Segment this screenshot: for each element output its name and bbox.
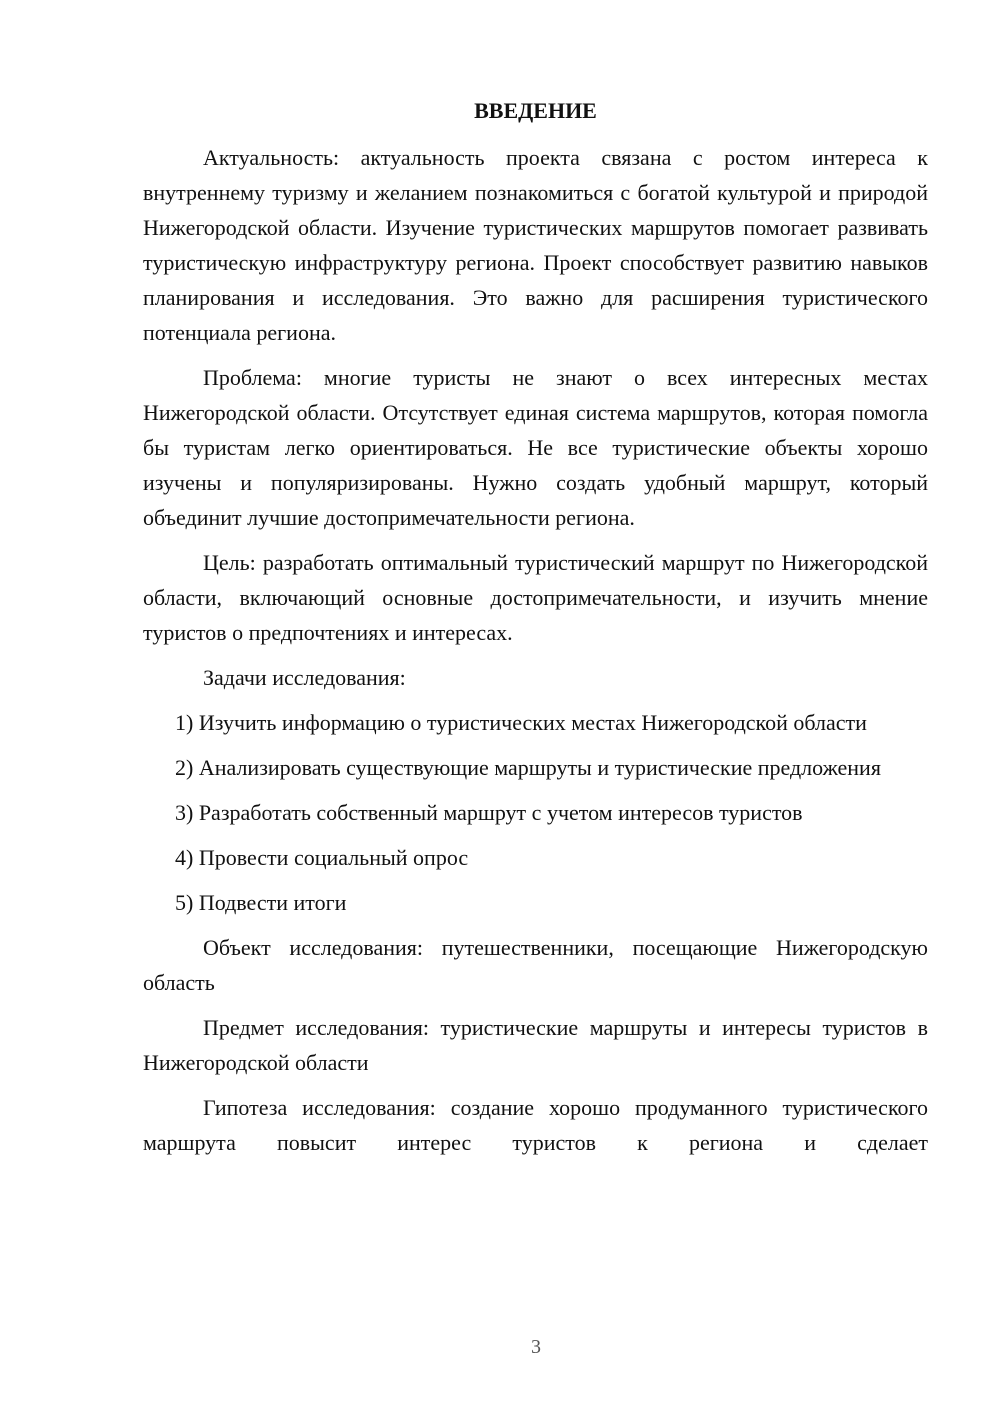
tasks-list bbox=[143, 705, 928, 920]
tasks-heading: Задачи исследования: bbox=[203, 665, 406, 690]
paragraph-hypothesis: Гипотеза исследования: создание хорошо продуманного туристического маршрута повысит интерес туристов к региона и сделает bbox=[143, 1095, 928, 1155]
task-item-3: 3) Разработать собственный маршрут с учетом интересов туристов bbox=[175, 800, 803, 825]
task-item-1: 1) Изучить информацию о туристических местах Нижегородской области bbox=[175, 710, 867, 735]
paragraph-goal: Цель: разработать оптимальный туристический маршрут по Нижегородской области, включающий основные достопримечательности, и изучить мнение туристов о предпочтениях и интересах. bbox=[143, 550, 928, 645]
task-item-4: 4) Провести социальный опрос bbox=[175, 845, 469, 870]
page-content bbox=[143, 96, 928, 1170]
section-title: ВВЕДЕНИЕ bbox=[474, 98, 597, 123]
task-item-5: 5) Подвести итоги bbox=[175, 890, 347, 915]
page-number: 3 bbox=[531, 1336, 541, 1358]
paragraph-problem: Проблема: многие туристы не знают о всех интересных местах Нижегородской области. Отсутствует единая система маршрутов, которая помогла бы туристам легко ориентироваться. Не все туристические объекты хорошо изучены и популяризированы. Нужно создать удобный маршрут, который объединит лучшие достопримечательности региона. bbox=[143, 365, 928, 530]
paragraph-subject: Предмет исследования: туристические маршруты и интересы туристов в Нижегородской области bbox=[143, 1015, 928, 1075]
paragraph-object: Объект исследования: путешественники, посещающие Нижегородскую область bbox=[143, 935, 928, 995]
paragraph-relevance: Актуальность: актуальность проекта связана с ростом интереса к внутреннему туризму и желанием познакомиться с богатой культурой и природой Нижегородской области. Изучение туристических маршрутов помогает развивать туристическую инфраструктуру региона. Проект способствует развитию навыков планирования и исследования. Это важно для расширения туристического потенциала региона. bbox=[143, 145, 928, 345]
task-item-2: 2) Анализировать существующие маршруты и туристические предложения bbox=[175, 755, 881, 780]
